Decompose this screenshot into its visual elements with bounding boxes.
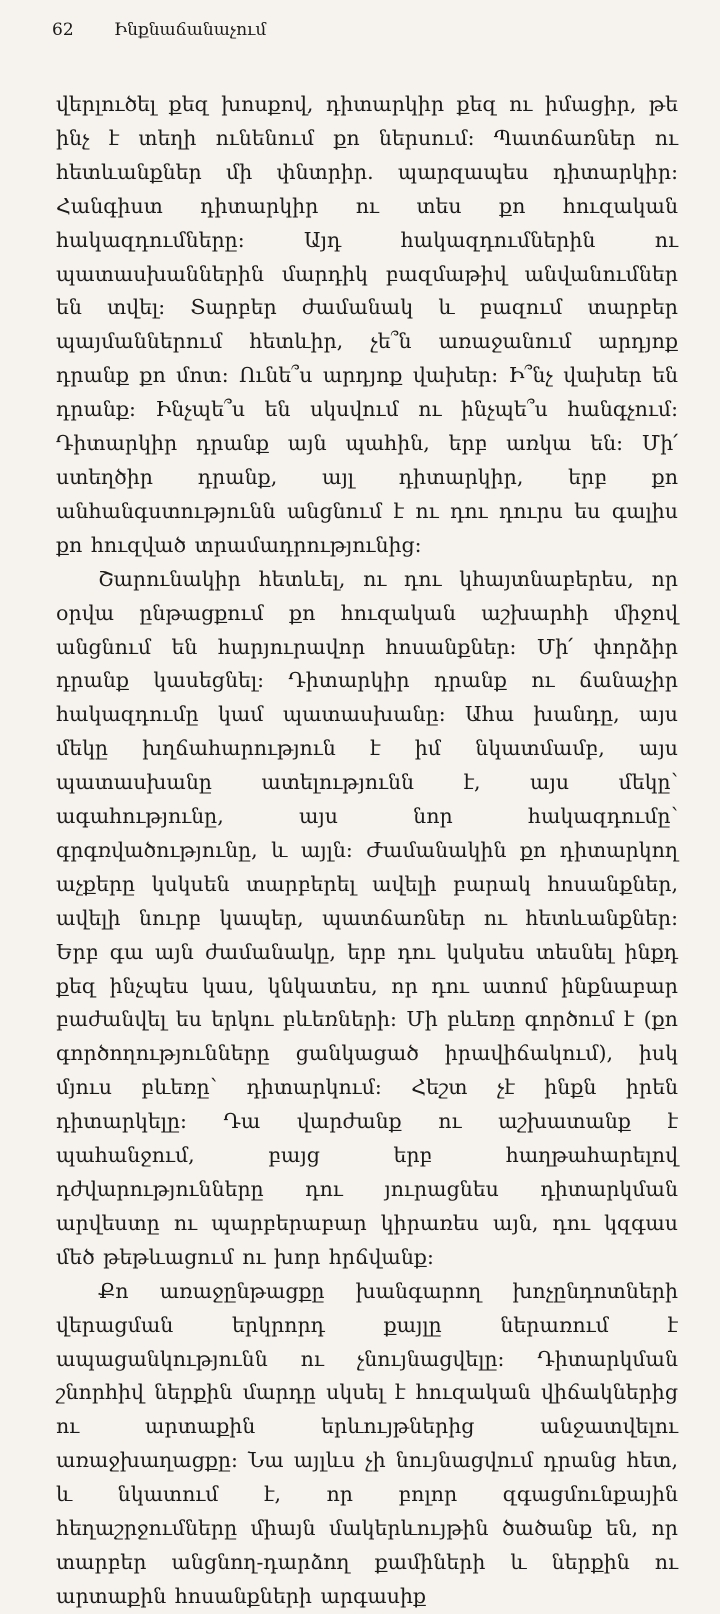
paragraph-2: Շարունակիր հետևել, ու դու կհայտնաբերես, որ օրվա ընթացքում քո հուզական աշխարհի միջով անցնում են հարյուրավոր հոսանքներ: Մի՛ փորձիր դրանք կասեցնել: Դիտարկիր դրանք ու ճանաչիր հակազդումը կամ պատասխանը: Ահա խանդը, այս մեկը խղճահարություն է իմ նկատմամբ, այս պատասխանը ատելությունն է, այս մեկը՝ ագահությունը, այս նոր հակազդումը՝ գրգռվածությունը, և այլն: Ժամանակին քո դիտարկող աչքերը կսկսեն տարբերել ավելի բարակ հոսանքներ, ավելի նուրբ կապեր, պատճառներ ու հետևանքներ: Երբ գա այն ժամանակը, երբ դու կսկսես տեսնել ինքդ քեզ ինչպես կաս, կնկատես, որ դու ատոմ ինքնաբար բաժանվել ես երկու բևեռների: Մի բևեռը գործում է (քո գործողությունները ցանկացած իրավիճակում), իսկ մյուս բևեռը՝ դիտարկում: Հեշտ չէ ինքն իրեն դիտարկելը: Դա վարժանք ու աշխատանք է պահանջում, բայց երբ հաղթահարելով դժվարությունները դու յուրացնես դիտարկման արվեստը ու պարբերաբար կիրառես այն, դու կզգաս մեծ թեթևացում ու խոր հրճվանք:	[56, 566, 678, 1269]
running-title: Ինքնաճանաչում	[114, 20, 267, 40]
body-text	[56, 88, 678, 1614]
paragraph-1: վերլուծել քեզ խոսքով, դիտարկիր քեզ ու իմացիր, թե ինչ է տեղի ունենում քո ներսում: Պատճառներ ու հետևանքներ մի փնտրիր. պարզապես դիտարկիր: Հանգիստ դիտարկիր ու տես քո հուզական հակազդումները: Այդ հակազդումներին ու պատասխաններին մարդիկ բազմաթիվ անվանումներ են տվել: Տարբեր ժամանակ և բազում տարբեր պայմաններում հետևիր, չե՞ն առաջանում արդյոք դրանք քո մոտ: Ունե՞ս արդյոք վախեր: Ի՞նչ վախեր են դրանք: Ինչպե՞ս են սկսվում ու ինչպե՞ս հանգչում: Դիտարկիր դրանք այն պահին, երբ առկա են: Մի՛ ստեղծիր դրանք, այլ դիտարկիր, երբ քո անհանգստությունն անցնում է ու դու դուրս ես գալիս քո հուզված տրամադրությունից:	[56, 92, 678, 557]
paragraph-3: Քո առաջընթացքը խանգարող խոչընդոտների վերացման երկրորդ քայլը ներառում է ապացանկությունն ու չնույնացվելը: Դիտարկման շնորհիվ ներքին մարդը սկսել է հուզական վիճակներից ու արտաքին երևույթներից անջատվելու առաջխաղացքը: Նա այլևս չի նույնացվում դրանց հետ, և նկատում է, որ բոլոր զգացմունքային հեղաշրջումները միայն մակերևույթին ծածանք են, որ տարբեր անցնող-դարձող քամիների և ներքին ու արտաքին հոսանքների արգասիք	[56, 1278, 678, 1608]
page-number: 62	[52, 20, 74, 40]
page-header	[52, 20, 680, 44]
